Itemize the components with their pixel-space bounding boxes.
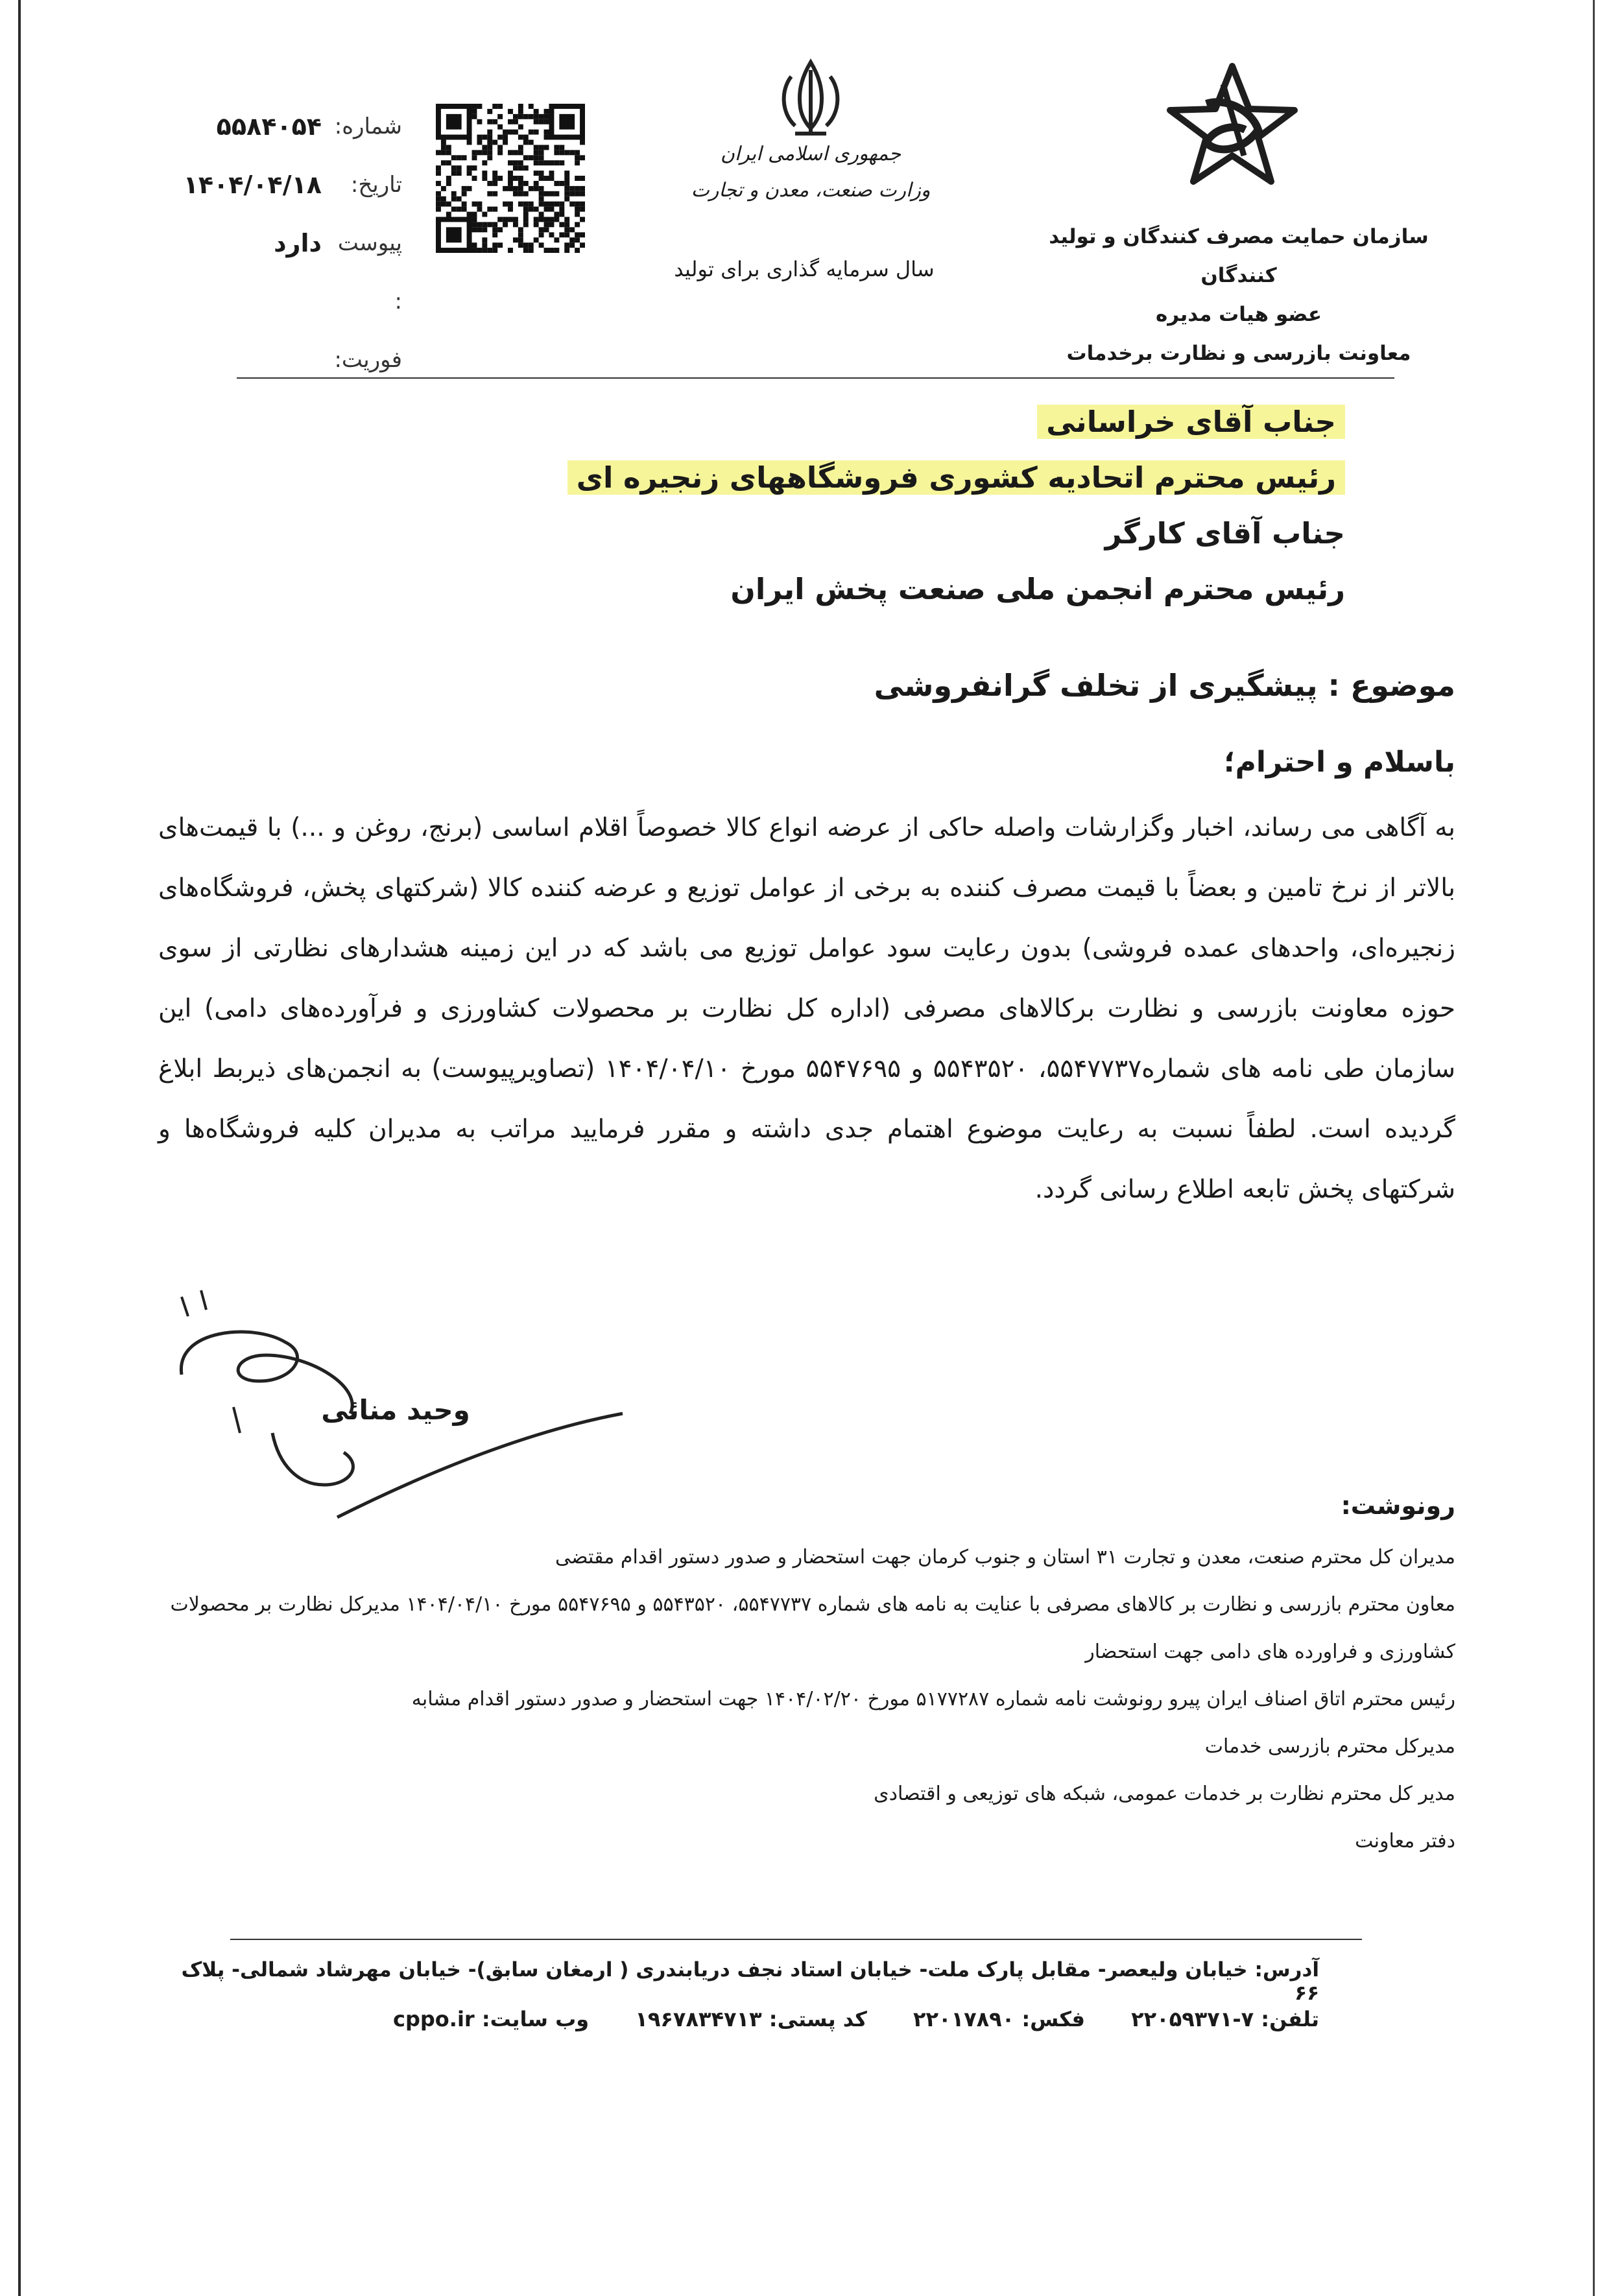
year-slogan: سال سرمایه گذاری برای تولید xyxy=(674,257,935,281)
date-label: تاریخ: xyxy=(350,172,402,198)
addressee-line3: جناب آقای کارگر xyxy=(1104,516,1345,550)
attachment-label: پیوست : xyxy=(337,230,402,314)
scan-edge-right xyxy=(1593,0,1595,2296)
ministry-name xyxy=(649,136,973,209)
letter-subject: موضوع : پیشگیری از تخلف گرانفروشی xyxy=(874,668,1455,703)
attachment-value: دارد xyxy=(274,229,322,257)
footer-phone: تلفن: ۷-۲۲۰۵۹۳۷۱ xyxy=(1131,2007,1319,2031)
qr-code-icon xyxy=(436,104,585,253)
cc-item-5: مدیر کل محترم نظارت بر خدمات عمومی، شبکه های توزیعی و اقتصادی xyxy=(874,1782,1455,1805)
letter-body: به آگاهی می رساند، اخبار وگزارشات واصله حاکی از عرضه انواع کالا خصوصاً اقلام اساسی (برنج، روغن و ...) با قیمت‌های بالاتر از نرخ تامین و بعضاً با قیمت مصرف کننده به برخی از عوامل توزیع و عرضه کننده کالا (شرکتهای پخش، فروشگاه‌های زنجیره‌ای، واحدهای عمده فروشی) بدون رعایت سود عوامل توزیع می باشد که در این زمینه هشدارهای نظارتی از سوی حوزه معاونت بازرسی و نظارت برکالاهای مصرفی (اداره کل نظارت بر محصولات کشاورزی و فرآورده‌های دامی) این سازمان طی نامه های شماره۵۵۴۷۷۳۷، ۵۵۴۳۵۲۰ و ۵۵۴۷۶۹۵ مورخ ۱۴۰۴/۰۴/۱۰ (تصاویرپیوست) به انجمن‌های ذیربط ابلاغ گردیده است. لطفاً نسبت به رعایت موضوع اهتمام جدی داشته و مقرر فرمایید مراتب به مدیران کلیه فروشگاه‌ها و شرکتهای پخش تابعه اطلاع رسانی گردد. xyxy=(158,813,1456,1204)
number-value: ۵۵۸۴۰۵۴ xyxy=(216,112,322,141)
scan-edge-left xyxy=(18,0,21,2296)
footer-divider xyxy=(230,1939,1362,1940)
organization-name: سازمان حمایت مصرف کنندگان و تولید کنندگان xyxy=(1049,225,1429,287)
signer-name: وحید منائی xyxy=(321,1394,470,1426)
cc-item-6: دفتر معاونت xyxy=(1355,1830,1455,1852)
cc-title: رونوشت: xyxy=(1341,1491,1455,1520)
footer-address: آدرس: خیابان ولیعصر- مقابل پارک ملت- خیابان استاد نجف دریابندری ( ارمغان سابق)- خیابان مهرشاد شمالی- پلاک ۶۶ xyxy=(181,1958,1319,2005)
addressee-line2: رئیس محترم اتحادیه کشوری فروشگاههای زنجیره ای xyxy=(567,460,1345,495)
date-value: ۱۴۰۴/۰۴/۱۸ xyxy=(183,171,322,199)
organization-star-logo-icon xyxy=(1161,58,1304,188)
organization-block xyxy=(1012,217,1466,373)
urgency-row xyxy=(169,331,402,389)
footer-contacts xyxy=(152,2007,1319,2031)
organization-role: عضو هیات مدیره xyxy=(1155,303,1322,326)
number-row xyxy=(169,97,402,156)
cc-item-2: معاون محترم بازرسی و نظارت بر کالاهای مصرفی با عنایت به نامه های شماره ۵۵۴۷۷۳۷، ۵۵۴۳۵۲۰ و ۵۵۴۷۶۹۵ مورخ ۱۴۰۴/۰۴/۱۰ مدیرکل نظارت بر محصولات کشاورزی و فراورده های دامی جهت استحضار xyxy=(170,1593,1455,1663)
addressee-line1: جناب آقای خراسانی xyxy=(1037,405,1345,439)
urgency-label: فوریت: xyxy=(334,347,402,373)
organization-deputy: معاونت بازرسی و نظارت برخدمات xyxy=(1066,342,1411,365)
cc-item-1: مدیران کل محترم صنعت، معدن و تجارت ۳۱ استان و جنوب کرمان جهت استحضار و صدور دستور اقدام مقتضی xyxy=(555,1546,1455,1568)
iran-emblem-icon xyxy=(772,57,850,141)
cc-item-4: مدیرکل محترم بازرسی خدمات xyxy=(1204,1735,1455,1758)
footer-postal: کد پستی: ۱۹۶۷۸۳۴۷۱۳ xyxy=(635,2007,867,2031)
cc-list xyxy=(158,1533,1455,1865)
header-divider xyxy=(237,377,1394,379)
date-row xyxy=(169,156,402,214)
footer-website[interactable]: وب سایت: cppo.ir xyxy=(393,2007,590,2031)
addressee-block xyxy=(178,394,1345,617)
ministry-line2: وزارت صنعت، معدن و تجارت xyxy=(691,179,931,202)
addressee-line4: رئیس محترم انجمن ملی صنعت پخش ایران xyxy=(730,572,1345,606)
letter-metadata xyxy=(169,97,402,389)
attachment-row xyxy=(169,214,402,331)
letter-greeting: باسلام و احترام؛ xyxy=(1223,746,1455,779)
cc-item-3: رئیس محترم اتاق اصناف ایران پیرو رونوشت نامه شماره ۵۱۷۷۲۸۷ مورخ ۱۴۰۴/۰۲/۲۰ جهت استحضار و صدور دستور اقدام مشابه xyxy=(411,1688,1455,1710)
ministry-line1: جمهوری اسلامی ایران xyxy=(720,143,901,165)
number-label: شماره: xyxy=(334,113,402,139)
footer-fax: فکس: ۲۲۰۱۷۸۹۰ xyxy=(913,2007,1085,2031)
